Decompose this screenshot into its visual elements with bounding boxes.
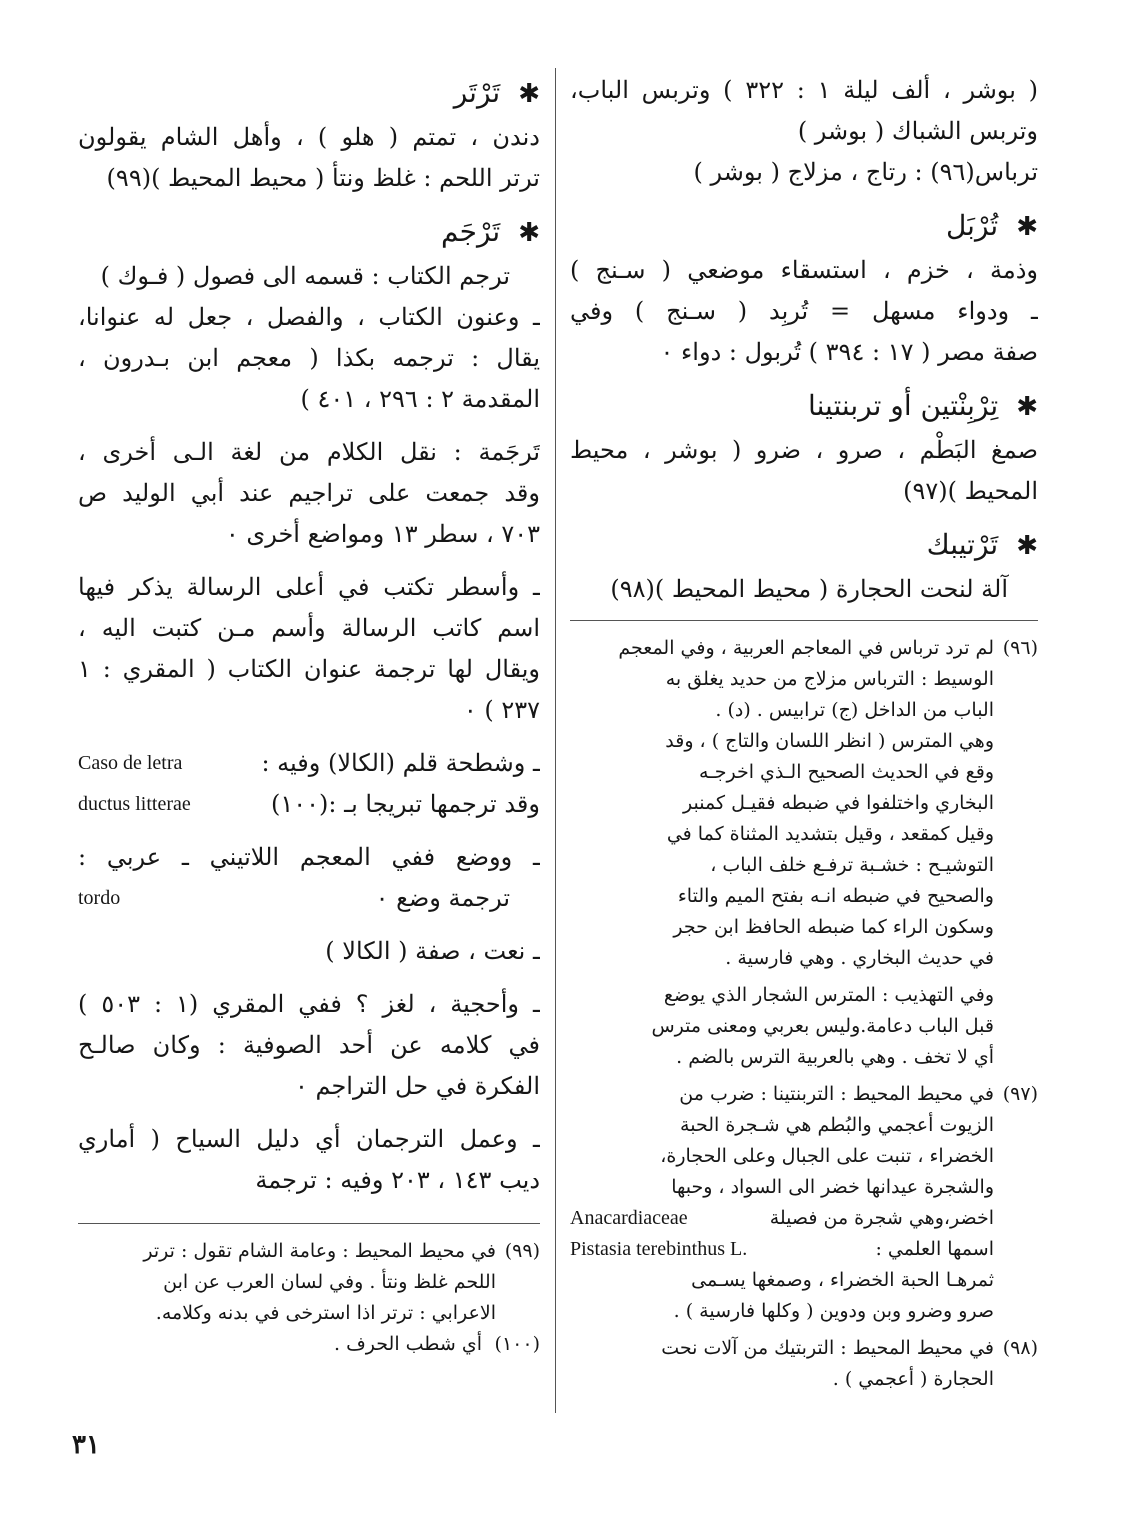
footnote-rule — [570, 620, 1038, 621]
asterisk-icon: ✱ — [518, 218, 540, 248]
left-column — [78, 70, 540, 1360]
footnote — [570, 1333, 1038, 1395]
footnote-line: أي لا تخف . وهي بالعربية الترس بالضم . — [676, 1046, 994, 1068]
dictionary-entry — [78, 70, 540, 199]
text-line: الفكرة في حل التراجم ٠ — [294, 1072, 540, 1100]
headword: تِرْبِنْتين أو تربنتينا — [808, 389, 999, 422]
headword: تَرْتيبك — [926, 528, 999, 561]
latin-term: Anacardiaceae — [570, 1207, 688, 1229]
footnote-line: الوسيط : الترباس مزلاج من حديد يغلق به — [665, 668, 994, 690]
text-line: ـ وأحجية ، لغز ؟ ففي المقري (١ : ٥٠٣ ) — [78, 990, 540, 1018]
text-line: صمغ البَطْم ، صرو ، ضرو ( بوشر ، محيط — [570, 436, 1038, 464]
text-line: ـ نعت ، صفة ( الكالا ) — [325, 937, 540, 965]
asterisk-icon: ✱ — [1016, 531, 1038, 561]
page-number: ٣١ — [72, 1430, 100, 1460]
footnote-line: والشجرة عيدانها خضر الى السواد ، وحبها — [671, 1176, 994, 1198]
text-line: ـ ووضع ففي المعجم اللاتيني ـ عربي : — [78, 843, 540, 871]
text-line: ديب ١٤٣ ، ٢٠٣ وفيه : ترجمة — [255, 1166, 540, 1194]
asterisk-icon: ✱ — [518, 79, 540, 109]
text-line: وقد ترجمها تبريجا بـ :(١٠٠) — [270, 790, 540, 818]
footnote-line: البخاري واختلفوا في ضبطه فقيـل كمنبر — [683, 792, 994, 814]
text-line: المقدمة ٢ : ٢٩٦ ، ٤٠١ ) — [300, 385, 540, 413]
footnote-line: لم ترد ترباس في المعاجم العربية ، وفي المعجم — [618, 637, 994, 659]
dictionary-entry — [570, 383, 1038, 512]
text-line: ـ ودواء مسهل = تُربِد ( سـنج ) وفي — [570, 297, 1038, 325]
text-line: وذمة ، خزم ، استسقاء موضعي ( سـنج ) — [570, 256, 1038, 284]
asterisk-icon: ✱ — [1016, 212, 1038, 242]
dictionary-entry — [78, 209, 540, 1201]
text-line: ٢٣٧ ) ٠ — [463, 696, 540, 724]
text-line: تَرجَمة : نقل الكلام من لغة الـى أخرى ، — [78, 438, 540, 466]
text-line: ٧٠٣ ، سطر ١٣ ومواضع أخرى ٠ — [225, 520, 540, 548]
text-line: وتربس الشباك ( بوشر ) — [797, 117, 1038, 145]
text-line: ـ وأسطر تكتب في أعلى الرسالة يذكر فيها — [78, 573, 540, 601]
text-line: المحيط )(٩٧) — [903, 477, 1038, 505]
footnote-number: (٩٦) — [1002, 637, 1038, 659]
footnote-rule — [78, 1223, 540, 1224]
footnote-line: وهي المترس ( انظر اللسان والتاج ) ، وقد — [665, 730, 994, 752]
footnote-line: وسكون الراء كما ضبطه الحافظ ابن حجر — [673, 916, 994, 938]
headword: تُرْبَل — [945, 209, 999, 242]
text-line: دندن ، تمتم ( هلو ) ، وأهل الشام يقولون — [78, 123, 540, 151]
footnote — [570, 633, 1038, 1073]
footnote — [78, 1329, 540, 1360]
text-line: ـ وعنون الكتاب ، والفصل ، جعل له عنوانا، — [78, 303, 540, 331]
text-line: يقال : ترجمه بكذا ( معجم ابن بـدرون ، — [78, 344, 540, 372]
footnote-number: (١٠٠) — [494, 1333, 540, 1355]
right-column — [570, 70, 1038, 1395]
footnote-line: اسمها العلمي : — [875, 1238, 994, 1260]
text-line: صفة مصر ( ١٧ : ٣٩٤ ) تُربول : دواء ٠ — [660, 338, 1038, 366]
latin-term: Caso de letra — [78, 752, 183, 774]
footnote-number: (٩٧) — [1002, 1083, 1038, 1105]
footnote-line: الخضراء ، تنبت على الجبال وعلى الحجارة، — [660, 1145, 994, 1167]
footnote — [78, 1236, 540, 1329]
footnote-line: الزيوت أعجمي والبُطم هي شـجرة الحبة — [680, 1114, 994, 1136]
text-line: ـ وعمل الترجمان أي دليل السياح ( أماري — [78, 1125, 540, 1153]
latin-term: tordo — [78, 887, 121, 909]
footnote-line: قبل الباب دعامة.وليس بعربي ومعنى مترس — [651, 1015, 994, 1037]
footnote-line: اخضر،وهي شجرة من فصيلة — [769, 1207, 994, 1229]
footnote-line: وفي التهذيب : المترس الشجار الذي يوضع — [663, 984, 994, 1006]
footnote-line: والصحيح في ضبطه انـه بفتح الميم والتاء — [677, 885, 994, 907]
headword: تَرْتَر — [453, 76, 501, 109]
text-line: اسم كاتب الرسالة وأسم مـن كتبت اليه ، — [78, 614, 540, 642]
footnote-line: وقع في الحديث الصحيح الـذي اخرجـه — [698, 761, 994, 783]
text-line: ترجم الكتاب : قسمه الى فصول ( فـوك ) — [100, 262, 510, 290]
footnote-line: الاعرابي : ترتر اذا استرخى في بدنه وكلامه. — [155, 1302, 496, 1324]
footnote-line: الحجارة ( أعجمي ) . — [832, 1368, 994, 1390]
footnote-line: التوشيـح : خشـبة ترفـع خلف الباب ، — [710, 854, 994, 876]
footnote-number: (٩٩) — [504, 1240, 540, 1262]
footnote-line: في محيط المحيط : وعامة الشام تقول : ترتر — [143, 1240, 496, 1262]
footnote-number: (٩٨) — [1002, 1337, 1038, 1359]
footnote-line: وقيل كمقعد ، وقيل بتشديد المثناة كما في — [666, 823, 994, 845]
text-line: ترتر اللحم : غلظ ونتأ ( محيط المحيط )(٩٩) — [106, 164, 540, 192]
text-line: ويقال لها ترجمة عنوان الكتاب ( المقري : ١ — [78, 655, 540, 683]
text-line: ترباس(٩٦) : رتاج ، مزلاج ( بوشر ) — [693, 158, 1038, 186]
footnote-line: الباب من الداخل (ج) ترابيس . (د) . — [715, 699, 994, 721]
latin-term: Pistasia terebinthus L. — [570, 1238, 748, 1260]
footnote-line: صرو وضرو وبن ودوين ( وكلها فارسية ) . — [673, 1300, 994, 1322]
footnote-line: أي شطب الحرف . — [334, 1333, 482, 1355]
footnote-line: في محيط المحيط : التربنتينا : ضرب من — [679, 1083, 994, 1105]
asterisk-icon: ✱ — [1016, 392, 1038, 422]
footnote-line: ثمرهـا الحبة الخضراء ، وصمغها يسـمى — [691, 1269, 994, 1291]
footnote-line: في حديث البخاري . وهي فارسية . — [725, 947, 994, 969]
text-line: وقد جمعت على تراجيم عند أبي الوليد ص — [78, 479, 540, 507]
dictionary-entry — [570, 203, 1038, 373]
footnote-line: في محيط المحيط : التربتيك من آلات نحت — [661, 1337, 994, 1359]
latin-term: ductus litterae — [78, 793, 191, 815]
footnote — [570, 1079, 1038, 1327]
text-line: في كلامه عن أحد الصوفية : وكان صالـح — [78, 1031, 540, 1059]
text-line: ـ وشطحة قلم (الكالا) وفيه : — [261, 749, 540, 777]
headword: تَرْجَم — [441, 215, 501, 248]
text-line: ترجمة وضع ٠ — [375, 884, 510, 912]
dictionary-entry — [570, 522, 1038, 610]
text-line: ( بوشر ، ألف ليلة ١ : ٣٢٢ ) وتربس الباب، — [570, 76, 1038, 104]
footnote-line: اللحم غلظ ونتأ . وفي لسان العرب عن ابن — [163, 1271, 496, 1293]
text-line: آلة لنحت الحجارة ( محيط المحيط )(٩٨) — [610, 575, 1008, 603]
column-divider — [555, 68, 556, 1413]
